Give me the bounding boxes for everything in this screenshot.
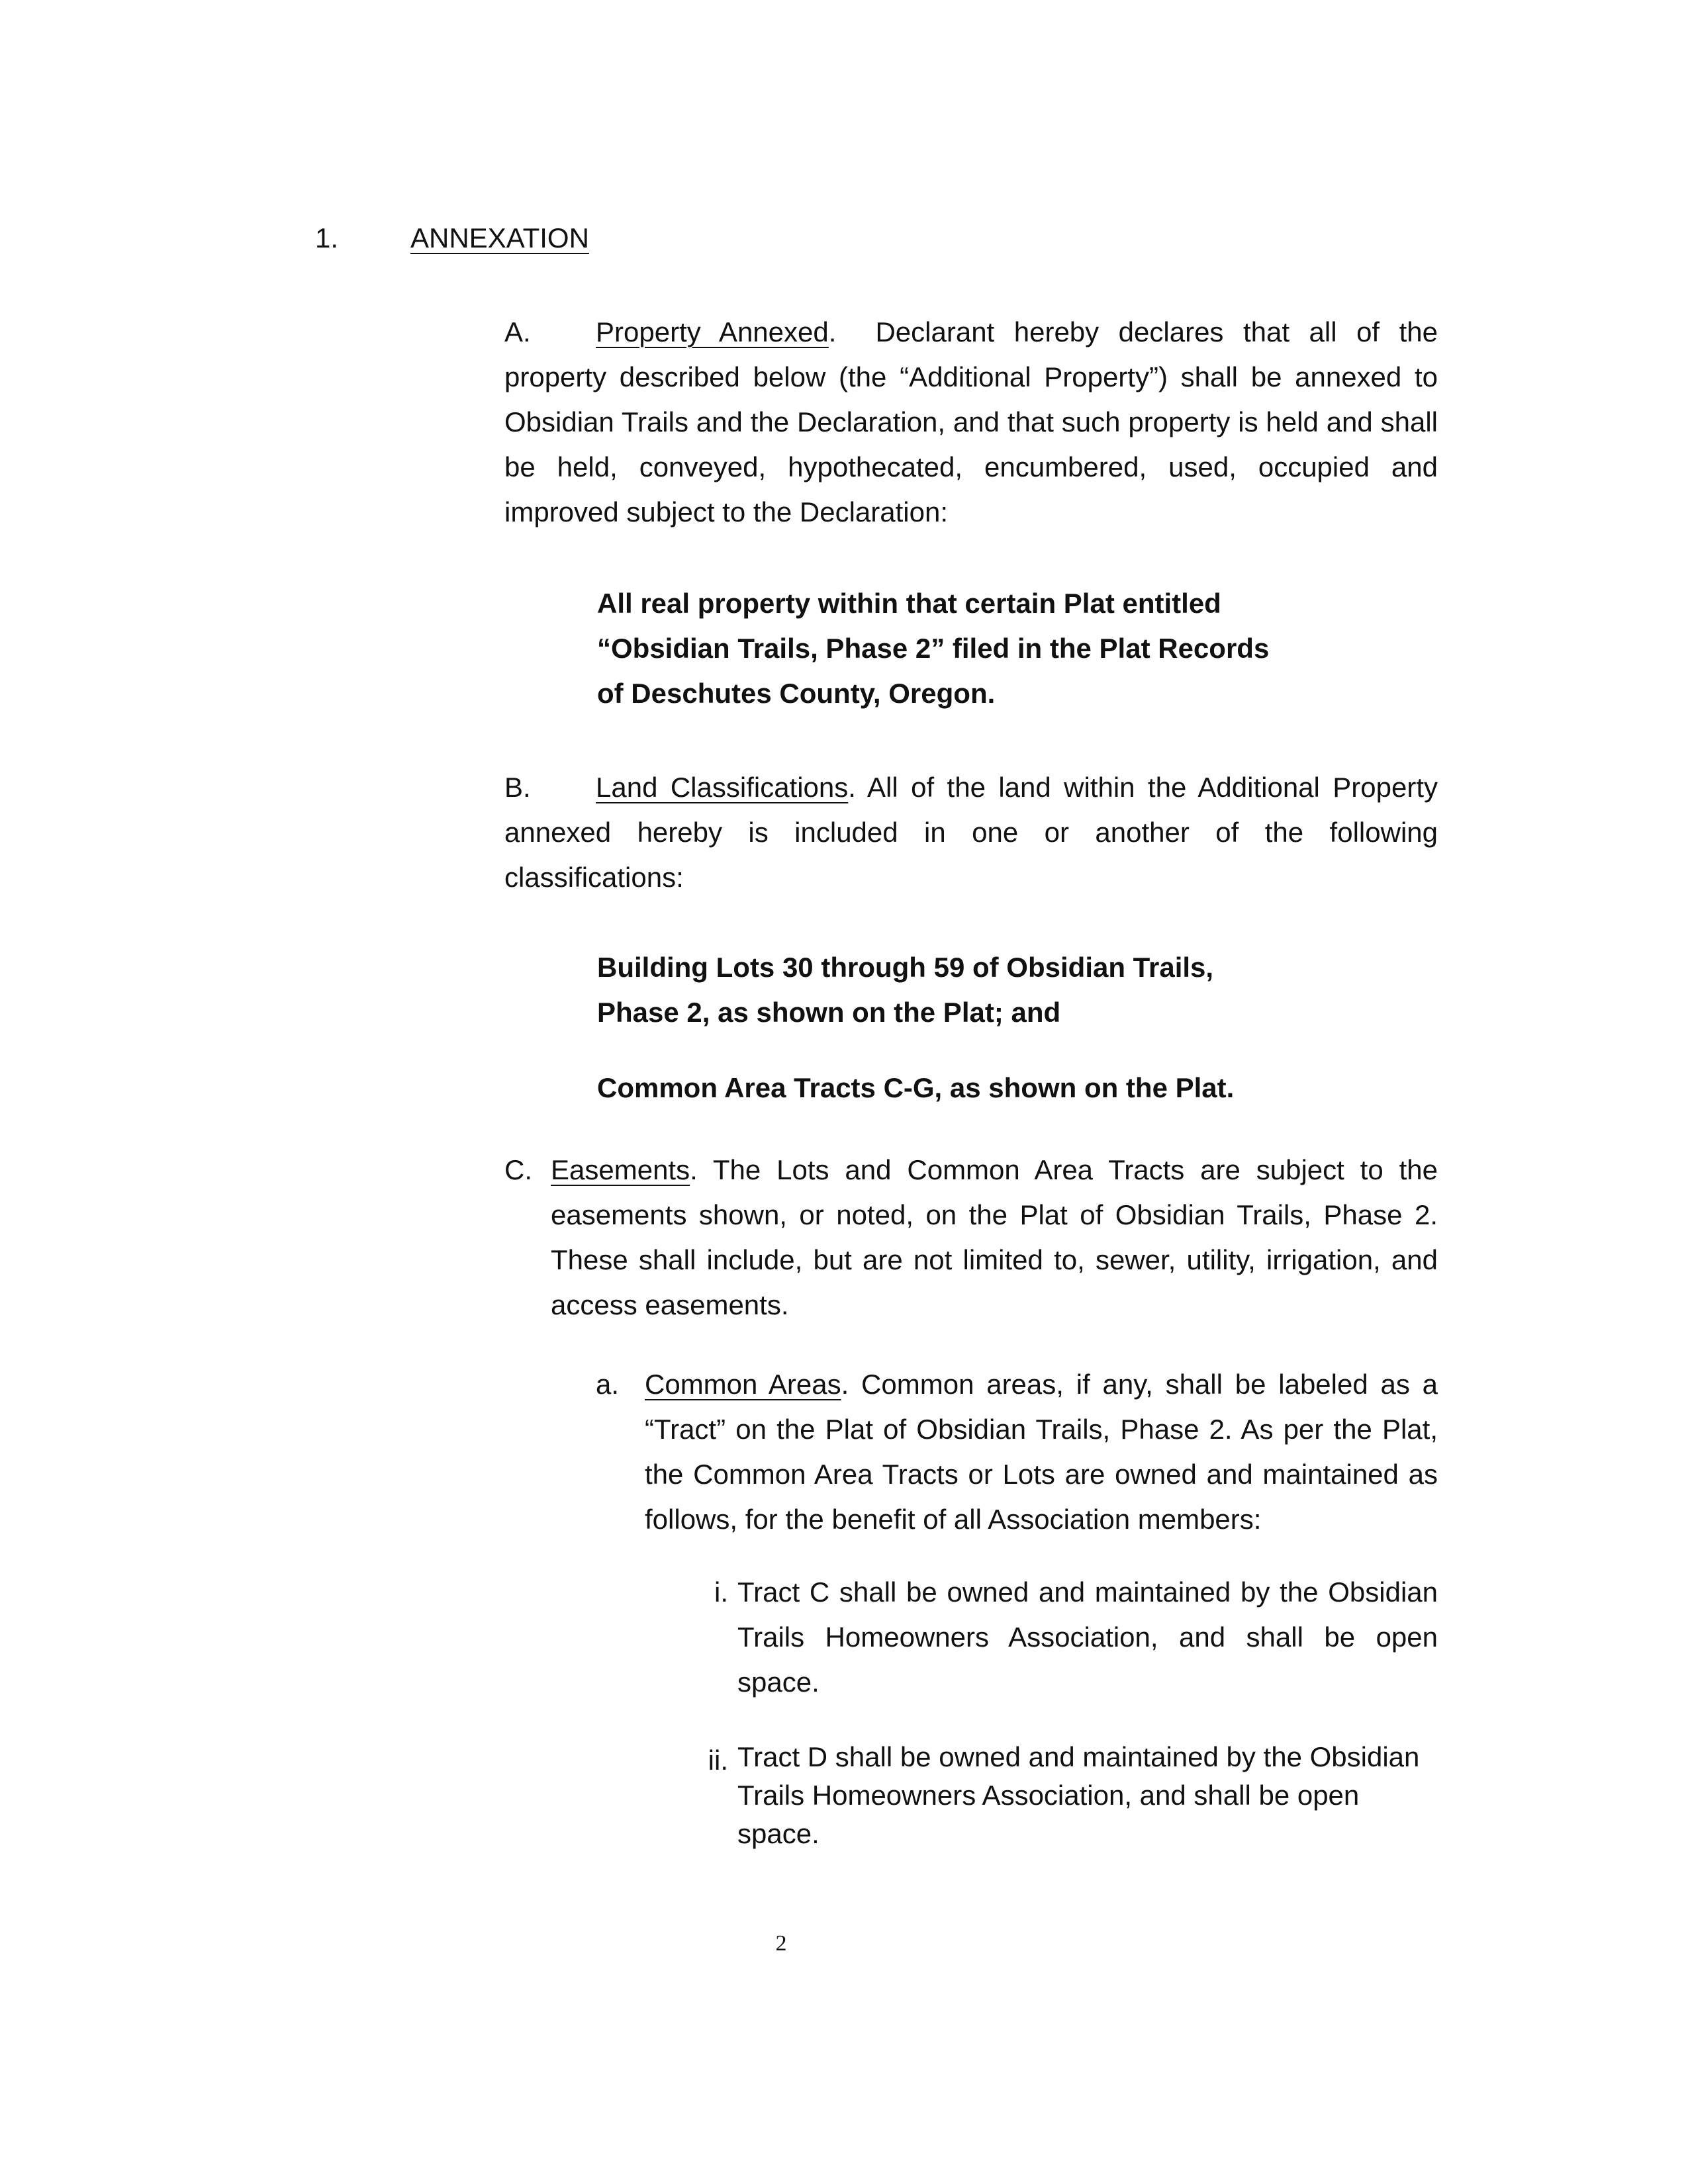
- building-lots: [597, 945, 1391, 1035]
- list-item: Tract C shall be owned and maintained by the Obsidian Trails Homeowners Association, and shall be open space.: [737, 1576, 1438, 1698]
- paragraph-c: [551, 1148, 1438, 1328]
- subparagraph-a: [645, 1362, 1438, 1542]
- subparagraph-a-heading-punct: .: [841, 1369, 849, 1400]
- property-description-line: All real property within that certain Plat entitled: [597, 588, 1221, 619]
- property-description: [597, 581, 1391, 716]
- property-description-line: “Obsidian Trails, Phase 2” filed in the Plat Records: [597, 633, 1270, 664]
- list-item-label: ii.: [708, 1745, 728, 1776]
- section-number: 1.: [315, 222, 339, 253]
- section-title: ANNEXATION: [410, 222, 589, 253]
- paragraph-a-heading-punct: .: [828, 316, 837, 347]
- building-lots-line: Building Lots 30 through 59 of Obsidian Trails,: [597, 952, 1214, 983]
- subparagraph-a-body: Common areas, if any, shall be labeled as a “Tract” on the Plat of Obsidian Trails, Phase 2. As per the Plat, the Common Area Tracts or Lots are owned and maintained as follows, for the benefit of all Association members:: [645, 1369, 1438, 1535]
- paragraph-c-label: C.: [504, 1154, 532, 1185]
- property-description-line: of Deschutes County, Oregon.: [597, 678, 996, 709]
- paragraph-a-label: A.: [504, 316, 531, 347]
- paragraph-b-heading: Land Classifications: [596, 772, 849, 803]
- paragraph-a-heading: Property Annexed: [596, 316, 829, 347]
- paragraph-b-label: B.: [504, 772, 531, 803]
- common-area-tracts: Common Area Tracts C-G, as shown on the Plat.: [597, 1072, 1235, 1103]
- paragraph-c-heading-punct: .: [690, 1154, 698, 1185]
- paragraph-b: [504, 765, 1438, 900]
- paragraph-b-heading-punct: .: [848, 772, 856, 803]
- list-item-label: i.: [714, 1576, 728, 1608]
- page-number: 2: [775, 1931, 787, 1956]
- paragraph-c-heading: Easements: [551, 1154, 690, 1185]
- paragraph-a-body: Declarant hereby declares that all of the property described below (the “Additional Property”) shall be annexed to Obsidian Trails and the Declaration, and that such property is held and shall be held, conveyed, hypothecated, encumbered, used, occupied and improved subject to the Declaration:: [504, 316, 1438, 527]
- paragraph-b-body: All of the land within the Additional Property annexed hereby is included in one or another of the following classifications:: [504, 772, 1438, 893]
- subparagraph-a-heading: Common Areas: [645, 1369, 841, 1400]
- subparagraph-a-label: a.: [596, 1369, 620, 1400]
- building-lots-line: Phase 2, as shown on the Plat; and: [597, 997, 1061, 1028]
- paragraph-a: [504, 310, 1438, 535]
- paragraph-c-body: The Lots and Common Area Tracts are subject to the easements shown, or noted, on the Plat of Obsidian Trails, Phase 2. These shall include, but are not limited to, sewer, utility, irrigation, and access easements.: [551, 1154, 1438, 1320]
- list-item: Tract D shall be owned and maintained by the Obsidian Trails Homeowners Association, and shall be open space.: [737, 1741, 1420, 1849]
